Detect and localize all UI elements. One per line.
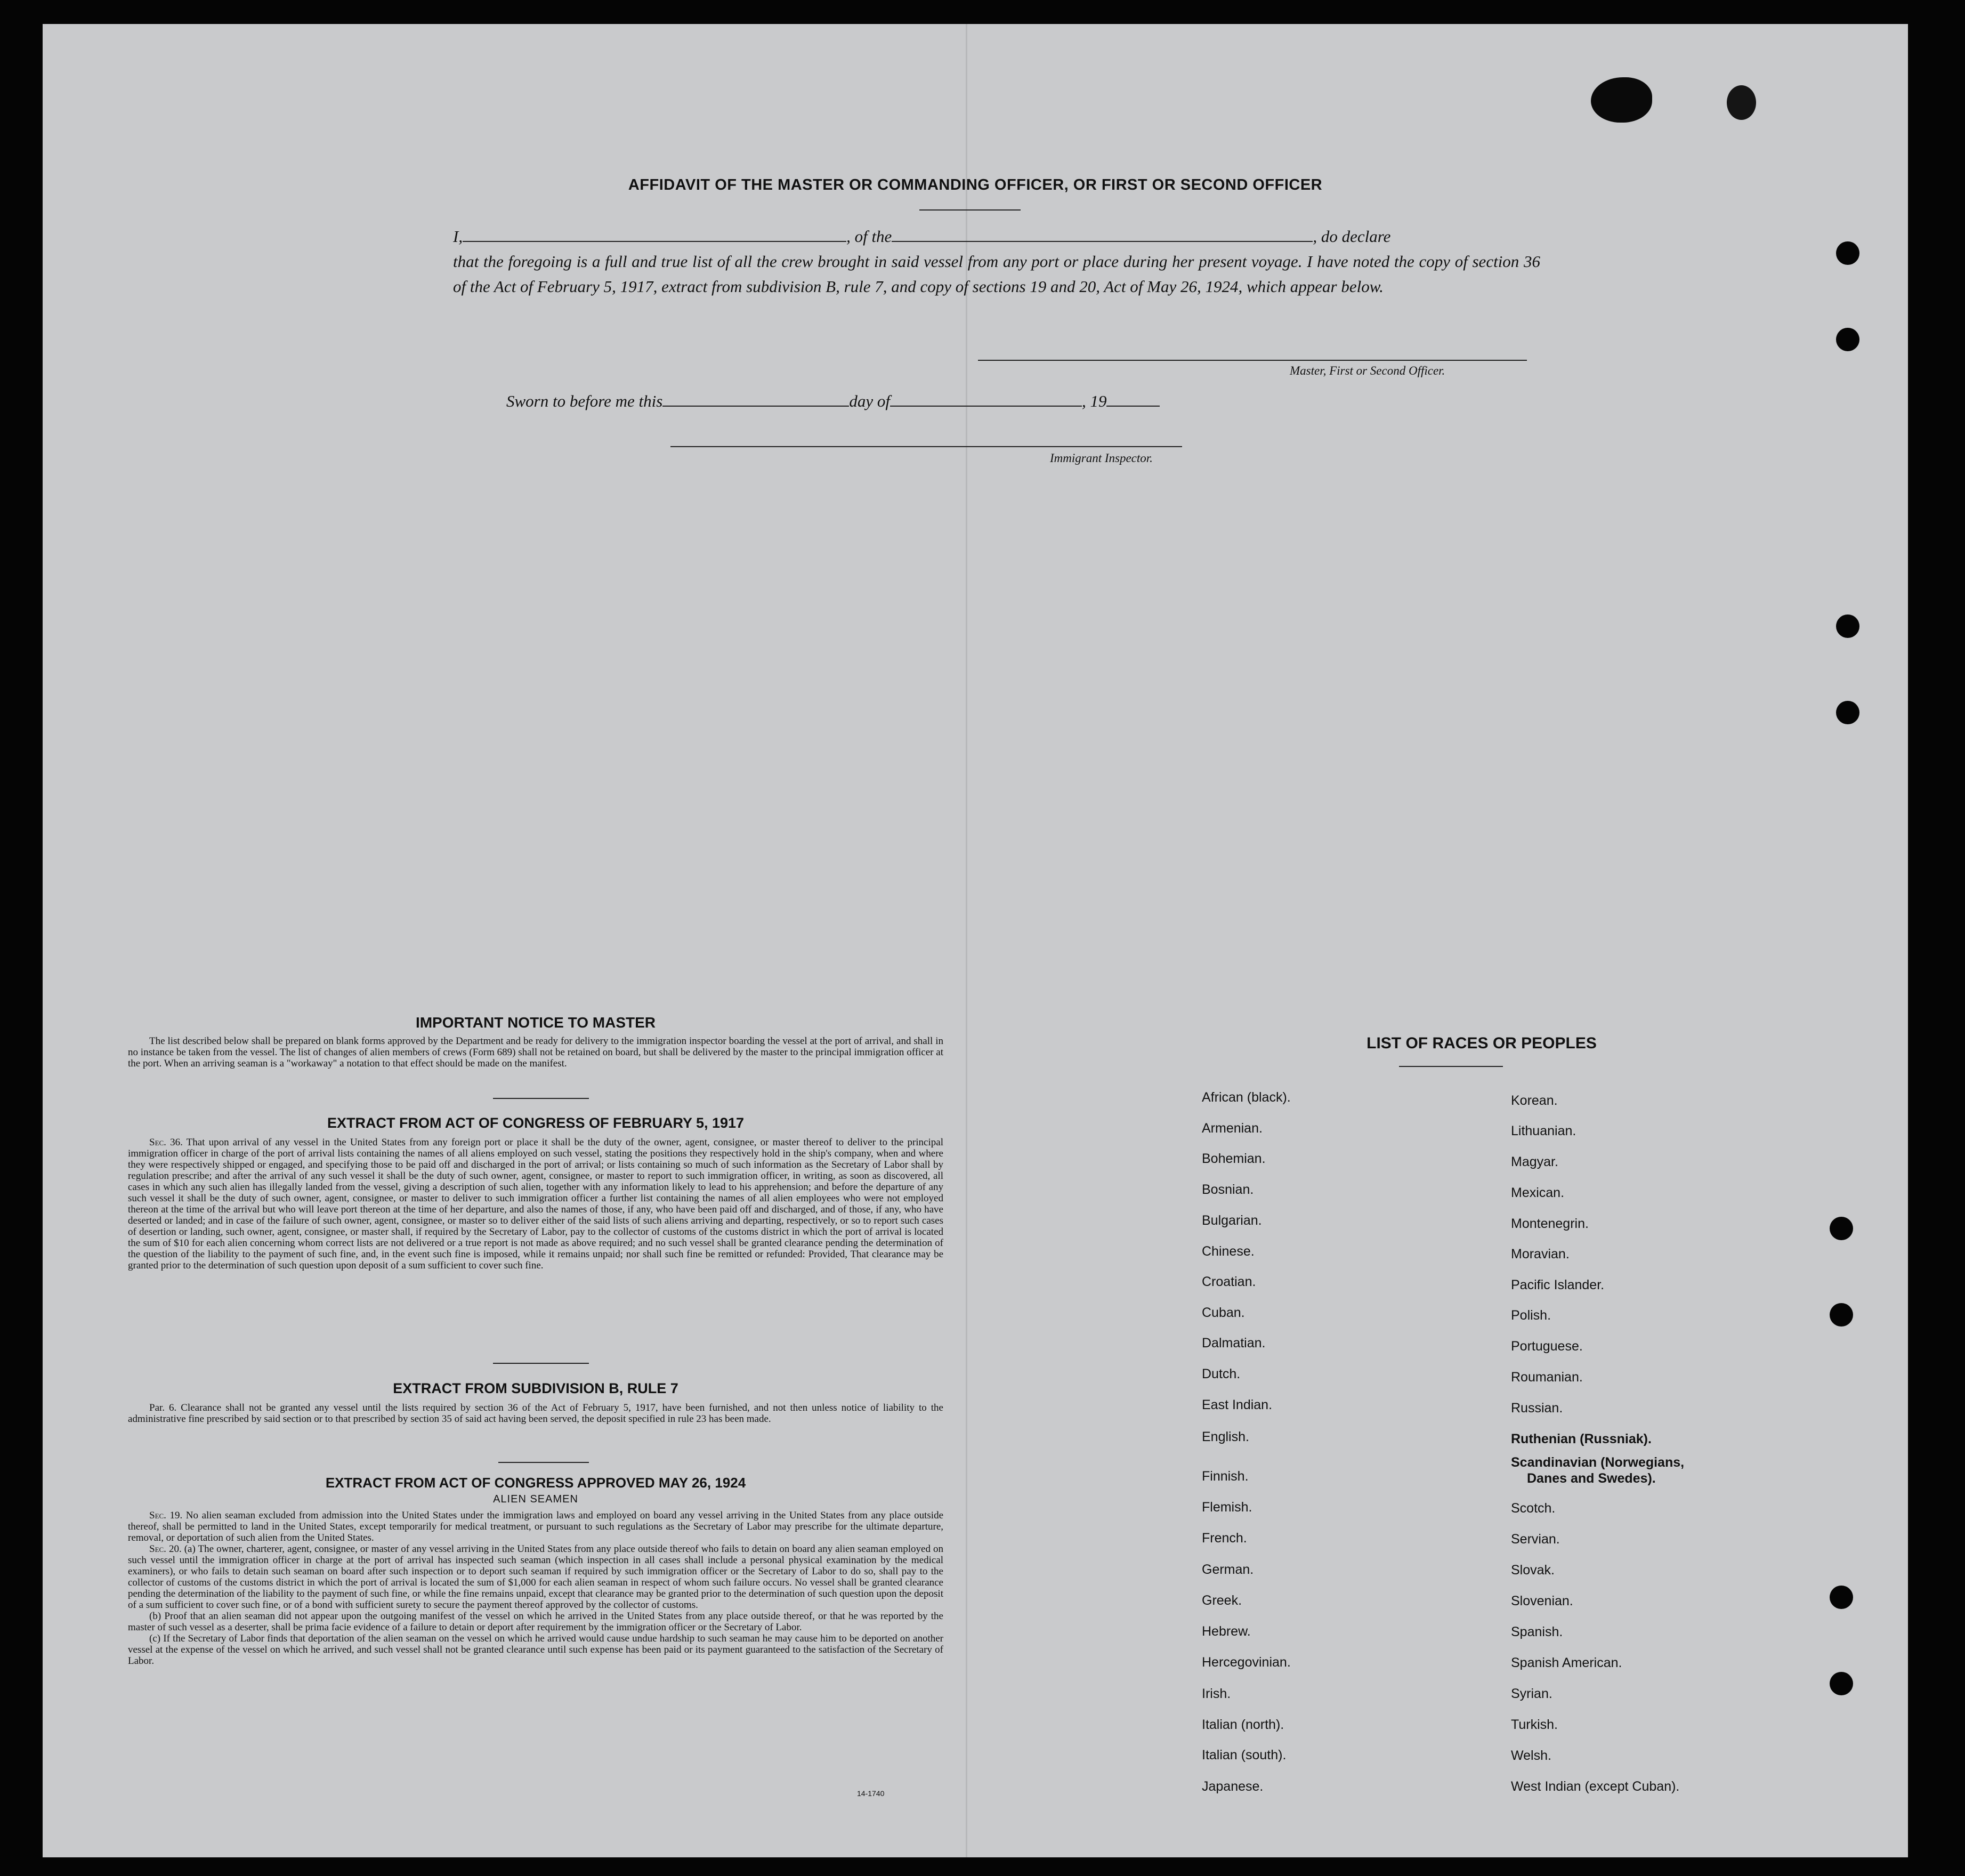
- inspector-signature-line[interactable]: [670, 446, 1182, 447]
- sec-20-label: Sec. 20.: [149, 1543, 182, 1555]
- race-item: Danes and Swedes).: [1527, 1471, 1656, 1486]
- sec-36-text: That upon arrival of any vessel in the United States from any foreign port or place it shall be the duty of the owner, agent, consignee, or master thereof to deliver to the principal immigration officer in charge of the port of arrival lists containing the names of all aliens employed on such vessel, stating the positions they respectively hold in the ship's company, when and where they were respectively shipped or engaged, and specifying those to be paid off and discharged in the port of arrival; or lists containing so much of such information as the Secretary of Labor shall by regulation prescribe; and after the arrival of any such vessel it shall be the duty of such owner, agent, consignee, or master to report to such immigration officer, in writing, as soon as discovered, all cases in which any such alien has illegally landed from the vessel, giving a description of such alien, together with any information likely to lead to his apprehension; and before the departure of any such vessel it shall be the duty of such owner, agent, consignee, or master to deliver to such immigration officer a further list containing the names of all alien employees who were not employed thereon at the time of the arrival but who will leave port thereon at the time of her departure, and also the names of those, if any, who have been paid off and discharged, and of those, if any, who have deserted or landed; and in case of the failure of such owner, agent, consignee, or master so to deliver either of the said lists of such aliens arriving and departing, respectively, or so to report such cases of desertion or landing, such owner, agent, consignee, or master shall, if required by the Secretary of Labor, pay to the collector of customs of the customs district in which the port of arrival is located the sum of $10 for each alien concerning whom correct lists are not delivered or a true report is not made as above required; and no such vessel shall be granted clearance pending the determination of the question of the liability to the payment of such fine, and, in the event such fine is imposed, while it remains unpaid; nor shall such fine be remitted or refunded: Provided, That clearance may be granted prior to the determination of such question upon deposit of a sum sufficient to cover such fine.: [128, 1137, 943, 1271]
- race-item: Welsh.: [1511, 1748, 1551, 1763]
- affidavit-body: that the foregoing is a full and true list of all the crew brought in said vessel from any port or place during her present voyage. I have noted the copy of section 36 of the Act of February 5, 1917, extract from subdivision B, rule 7, and copy of sections 19 and 20, Act of May 26, 1924, which appear below.: [453, 252, 1540, 296]
- binder-hole: [1836, 241, 1859, 265]
- sec-36-label: Sec. 36.: [149, 1137, 183, 1148]
- race-item: Armenian.: [1202, 1121, 1263, 1136]
- affidavit-statement: [453, 224, 1540, 299]
- race-item: Dalmatian.: [1202, 1336, 1266, 1351]
- race-item: Bohemian.: [1202, 1151, 1266, 1166]
- race-item: Turkish.: [1511, 1717, 1558, 1732]
- race-item: Bulgarian.: [1202, 1213, 1262, 1228]
- binder-hole: [1836, 701, 1859, 724]
- sec-20b-text: (b) Proof that an alien seaman did not appear upon the outgoing manifest of the vessel on which he arrived in the United States from any place outside thereof, or that he was reported by the master of such vessel as a deserter, shall be prima facie evidence of a failure to detain or deport after requirement by the immigration officer or the Secretary of Labor.: [128, 1611, 943, 1633]
- ink-stain: [1727, 85, 1756, 120]
- race-item: Dutch.: [1202, 1366, 1241, 1381]
- binder-hole: [1836, 614, 1859, 638]
- day-of-label: day of: [849, 392, 890, 410]
- master-signature-line[interactable]: [978, 360, 1527, 361]
- section-divider: [493, 1363, 589, 1364]
- section-divider: [498, 1462, 589, 1463]
- race-item: Greek.: [1202, 1593, 1242, 1608]
- race-item: Moravian.: [1511, 1247, 1570, 1262]
- race-item: Magyar.: [1511, 1154, 1558, 1169]
- race-item: Spanish.: [1511, 1624, 1563, 1639]
- race-item: Ruthenian (Russniak).: [1511, 1432, 1652, 1446]
- race-item: Italian (south).: [1202, 1748, 1287, 1762]
- race-item: East Indian.: [1202, 1397, 1273, 1412]
- binder-hole: [1836, 328, 1859, 351]
- race-item: Spanish American.: [1511, 1655, 1622, 1670]
- binder-hole: [1830, 1303, 1853, 1327]
- page-fold: [966, 24, 967, 1857]
- race-item: Lithuanian.: [1511, 1123, 1576, 1138]
- race-item: Flemish.: [1202, 1500, 1252, 1515]
- rule-7-title: EXTRACT FROM SUBDIVISION B, RULE 7: [393, 1380, 678, 1396]
- race-item: Finnish.: [1202, 1469, 1249, 1484]
- sec-20a-text: [128, 1543, 943, 1611]
- binder-hole: [1830, 1672, 1853, 1695]
- rule-7-section: [128, 1380, 943, 1425]
- declare-label: , do declare: [1313, 227, 1391, 246]
- vessel-name-field[interactable]: [892, 226, 1313, 242]
- officer-name-field[interactable]: [463, 226, 846, 242]
- race-item: Croatian.: [1202, 1274, 1256, 1289]
- section-divider: [493, 1098, 589, 1099]
- race-item: Japanese.: [1202, 1779, 1264, 1794]
- race-item: Polish.: [1511, 1308, 1551, 1323]
- act-1924-title: EXTRACT FROM ACT OF CONGRESS APPROVED MAY 26, 1924: [325, 1475, 746, 1491]
- notice-section: [128, 1014, 943, 1069]
- race-item: Montenegrin.: [1511, 1216, 1589, 1231]
- sworn-line: [506, 391, 1160, 411]
- rule-7-text: Par. 6. Clearance shall not be granted any vessel until the lists required by section 36 of the Act of February 5, 1917, have been furnished, and not then unless notice of liability to the administrative fine prescribed by said section or to that prescribed by section 35 of said act having been served, the deposit specified in rule 23 has been made.: [128, 1402, 943, 1425]
- signature-caption: Master, First or Second Officer.: [1290, 364, 1445, 377]
- race-item: Italian (north).: [1202, 1717, 1284, 1732]
- affidavit-title: AFFIDAVIT OF THE MASTER OR COMMANDING OFFICER, OR FIRST OR SECOND OFFICER: [628, 176, 1323, 193]
- race-item: Chinese.: [1202, 1244, 1255, 1259]
- race-item: English.: [1202, 1429, 1249, 1444]
- binder-hole: [1830, 1217, 1853, 1240]
- binder-hole: [1830, 1586, 1853, 1609]
- race-item: Korean.: [1511, 1093, 1558, 1108]
- day-field[interactable]: [662, 391, 849, 407]
- race-item: Slovenian.: [1511, 1594, 1573, 1608]
- race-item: Hebrew.: [1202, 1624, 1251, 1639]
- race-item: Servian.: [1511, 1532, 1560, 1547]
- sworn-label: Sworn to before me this: [506, 392, 663, 410]
- sec-19-text: [128, 1510, 943, 1543]
- declaration-line: [453, 224, 1540, 249]
- notice-text: The list described below shall be prepared on blank forms approved by the Department and be ready for delivery to the immigration inspector boarding the vessel at the port of arrival, and shall in no instance be taken from the vessel. The list of changes of alien members of crews (Form 689) shall not be retained on board, but shall be delivered by the master to the principal immigration officer at the port. When an arriving seaman is a "workaway" a notation to that effect should be made on the manifest.: [128, 1036, 943, 1069]
- year-label: , 19: [1081, 392, 1107, 410]
- ink-stain: [1591, 77, 1652, 123]
- document-page: [43, 24, 1908, 1857]
- race-item: Scotch.: [1511, 1501, 1556, 1516]
- race-item: Cuban.: [1202, 1305, 1245, 1320]
- i-label: I,: [453, 227, 463, 246]
- alien-seamen-subtitle: ALIEN SEAMEN: [493, 1493, 578, 1505]
- notice-title: IMPORTANT NOTICE TO MASTER: [415, 1014, 656, 1031]
- title-rule: [919, 209, 1021, 211]
- race-item: Slovak.: [1511, 1563, 1555, 1578]
- month-field[interactable]: [890, 391, 1082, 407]
- sec-19-body: No alien seaman excluded from admission into the United States under the immigration laws and employed on board any vessel arriving in the United States from any place outside thereof, shall be permitted to land in the United States, except temporarily for medical treatment, or pursuant to such regulations as the Secretary of Labor may prescribe for the ultimate departure, removal, or deportation of such alien from the United States.: [128, 1510, 943, 1543]
- race-item: Hercegovinian.: [1202, 1655, 1291, 1670]
- race-item: Mexican.: [1511, 1185, 1565, 1200]
- races-title: LIST OF RACES OR PEOPLES: [1366, 1034, 1597, 1052]
- race-item: Pacific Islander.: [1511, 1277, 1605, 1292]
- race-item: Portuguese.: [1511, 1339, 1583, 1354]
- act-1917-title: EXTRACT FROM ACT OF CONGRESS OF FEBRUARY 5, 1917: [327, 1115, 745, 1131]
- act-1917-section: [128, 1115, 943, 1271]
- act-1917-text: [128, 1137, 943, 1271]
- year-field[interactable]: [1106, 391, 1160, 407]
- race-item: Syrian.: [1511, 1686, 1552, 1701]
- race-item: Irish.: [1202, 1686, 1231, 1701]
- race-item: Bosnian.: [1202, 1182, 1254, 1197]
- sec-20c-text: (c) If the Secretary of Labor finds that deportation of the alien seaman on the vessel on which he arrived would cause undue hardship to such seaman he may cause him to be deported on another vessel at the expense of the vessel on which he arrived, and such vessel shall not be granted clearance until such expense has been paid or its payment guaranteed to the satisfaction of the Secretary of Labor.: [128, 1633, 943, 1667]
- race-item: French.: [1202, 1531, 1247, 1546]
- race-item: Roumanian.: [1511, 1370, 1583, 1385]
- race-item: German.: [1202, 1562, 1254, 1577]
- of-the-label: , of the: [846, 227, 892, 246]
- race-item: Russian.: [1511, 1401, 1563, 1416]
- sec-19-label: Sec. 19.: [149, 1510, 183, 1521]
- races-title-rule: [1399, 1066, 1503, 1067]
- race-item: Scandinavian (Norwegians,: [1511, 1455, 1685, 1470]
- form-number: 14-1740: [857, 1789, 885, 1798]
- race-item: West Indian (except Cuban).: [1511, 1779, 1680, 1794]
- race-item: African (black).: [1202, 1090, 1291, 1105]
- inspector-caption: Immigrant Inspector.: [1050, 451, 1153, 465]
- act-1924-section: [128, 1475, 943, 1667]
- sec-20a-body: (a) The owner, charterer, agent, consignee, or master of any vessel arriving in the United States from any place outside thereof who fails to detain on board any alien seaman employed on such vessel until the immigration officer in charge at the port of arrival has inspected such seaman (which inspection in all cases shall include a personal physical examination by the medical examiners), or who fails to detain such seaman on board after such inspection or to deport such seaman if required by such immigration officer or the Secretary of Labor to do so, shall pay to the collector of customs of the customs district in which the port of arrival is located the sum of $1,000 for each alien seaman in respect of whom such failure occurs. No vessel shall be granted clearance pending the determination of the liability to the payment of such fine, or while the fine remains unpaid, except that clearance may be granted prior to the determination of such question upon the deposit of a sum sufficient to cover such fine, or of a bond with sufficient surety to secure the payment thereof approved by the collector of customs.: [128, 1543, 943, 1611]
